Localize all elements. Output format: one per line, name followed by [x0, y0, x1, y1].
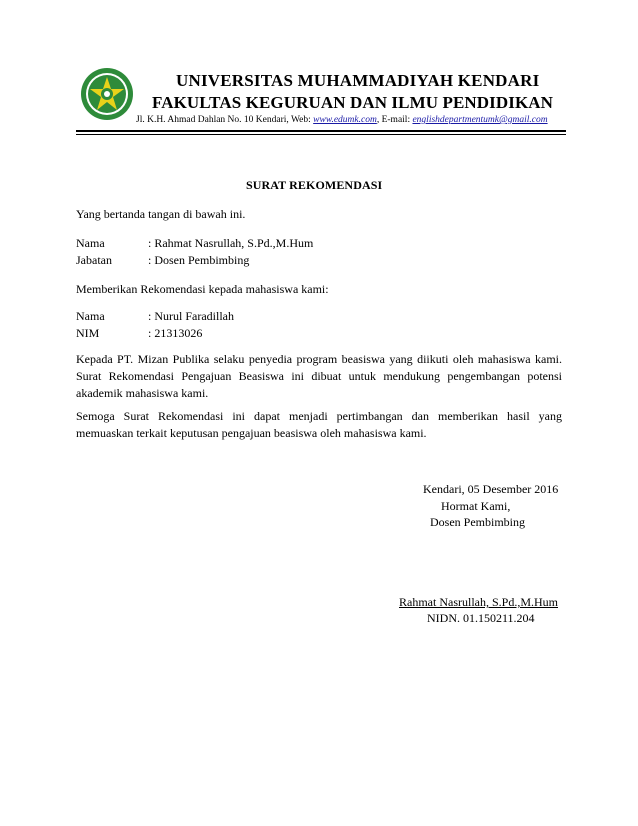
email-link[interactable]: englishdepartmentumk@gmail.com [412, 115, 548, 125]
signature-role: Dosen Pembimbing [430, 515, 525, 529]
signature-name: Rahmat Nasrullah, S.Pd.,M.Hum [399, 595, 558, 609]
student-name-label: Nama [76, 309, 105, 323]
address-line [136, 115, 548, 125]
address-text: Jl. K.H. Ahmad Dahlan No. 10 Kendari, Web: [136, 115, 314, 125]
paragraph-purpose: Kepada PT. Mizan Publika selaku penyedia program beasiswa yang diikuti oleh mahasiswa kami. Surat Rekomendasi Pengajuan Beasiswa ini dibuat untuk mendukung pengembangan potensi akademik mahasiswa kami. [76, 352, 562, 400]
opening-text: Yang bertanda tangan di bawah ini. [76, 207, 246, 221]
student-name-value: : Nurul Faradillah [148, 309, 234, 323]
signature-place-date: Kendari, 05 Desember 2016 [423, 482, 559, 496]
university-name: UNIVERSITAS MUHAMMADIYAH KENDARI [176, 71, 540, 90]
faculty-name: FAKULTAS KEGURUAN DAN ILMU PENDIDIKAN [152, 93, 554, 112]
header-divider-thin [76, 134, 566, 135]
university-logo-icon [80, 67, 134, 121]
header-divider-thick [76, 130, 566, 132]
signer-position-value: : Dosen Pembimbing [148, 253, 250, 267]
signature-nidn: NIDN. 01.150211.204 [427, 611, 535, 625]
signature-regards: Hormat Kami, [441, 499, 511, 513]
letter-title: SURAT REKOMENDASI [246, 178, 383, 192]
student-nim-label: NIM [76, 326, 100, 340]
student-intro-text: Memberikan Rekomendasi kepada mahasiswa kami: [76, 282, 329, 296]
website-link[interactable]: www.edumk.com [313, 115, 377, 125]
signer-name-label: Nama [76, 236, 105, 250]
signer-position-label: Jabatan [76, 253, 112, 267]
paragraph-closing: Semoga Surat Rekomendasi ini dapat menjadi pertimbangan dan memberikan hasil yang memuaskan terkait keputusan pengajuan beasiswa oleh mahasiswa kami. [76, 409, 562, 440]
student-nim-value: : 21313026 [148, 326, 203, 340]
signer-name-value: : Rahmat Nasrullah, S.Pd.,M.Hum [148, 236, 314, 250]
email-label: , E-mail: [376, 115, 413, 125]
